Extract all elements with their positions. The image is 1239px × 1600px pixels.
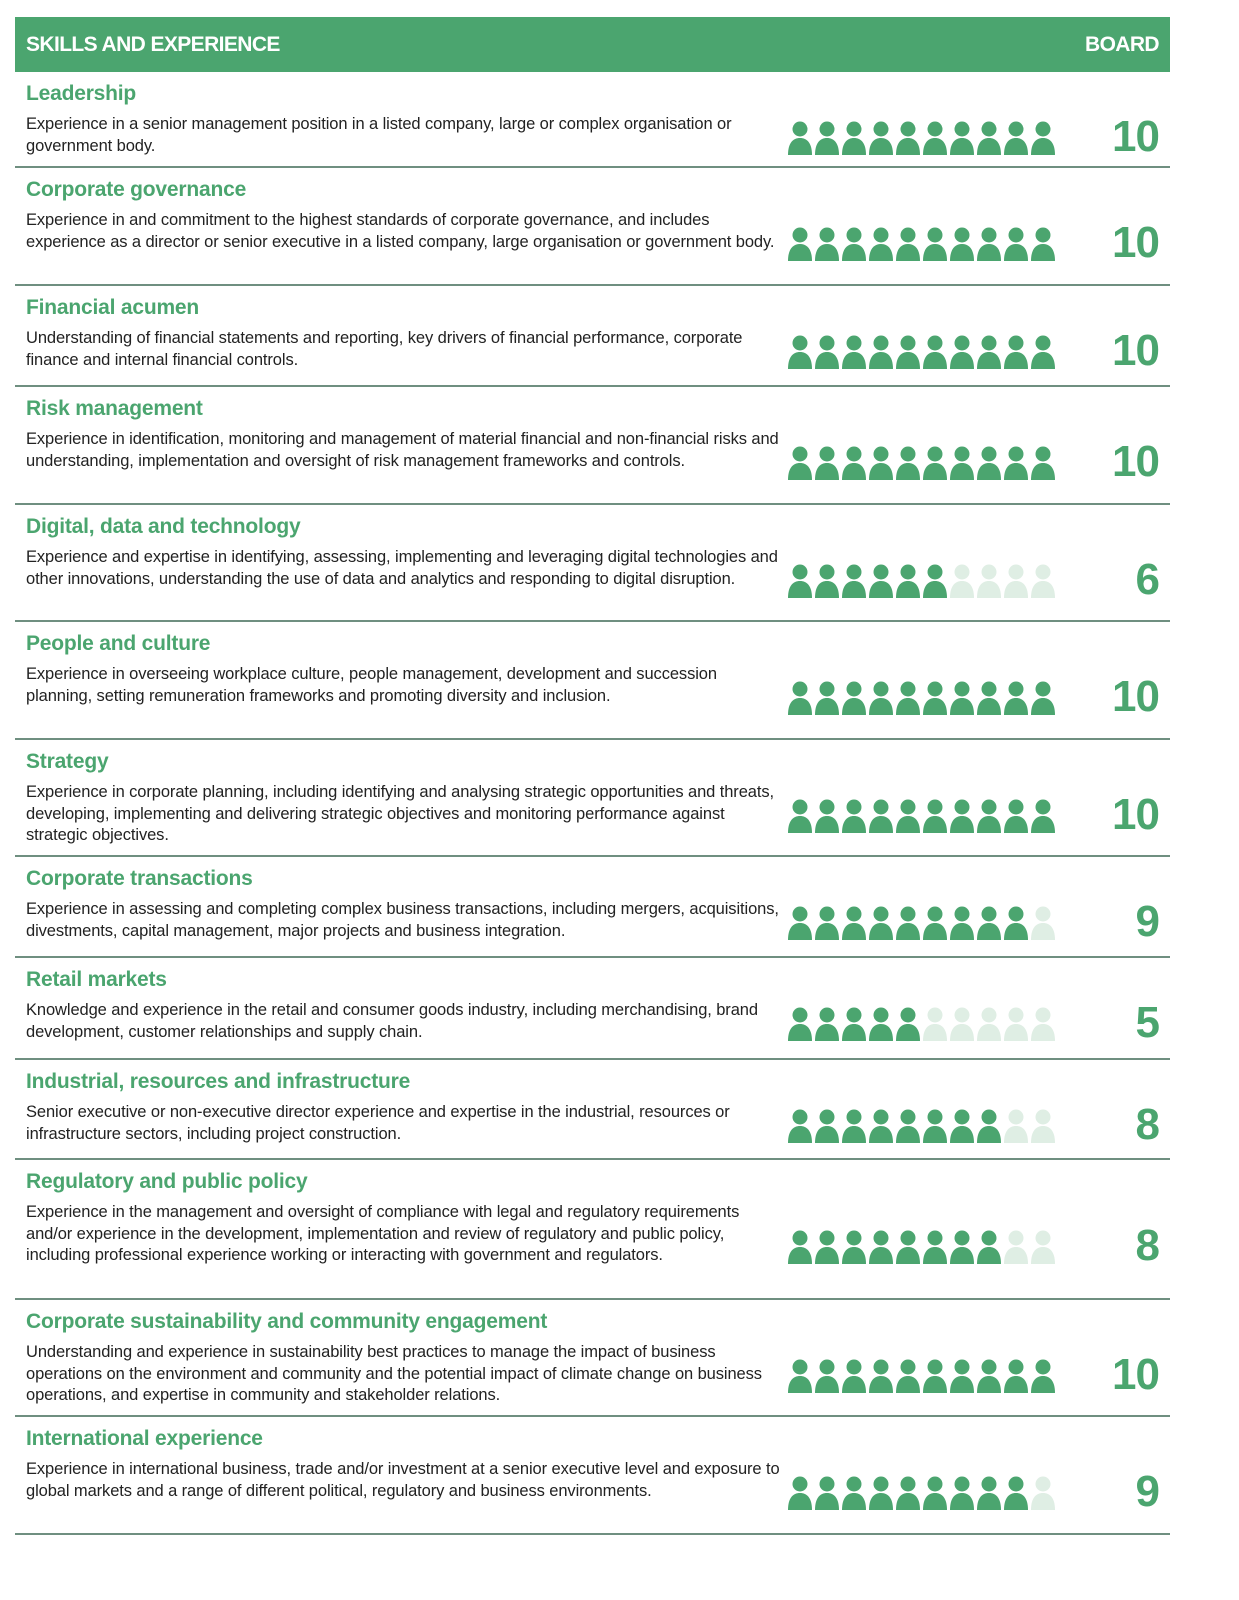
person-filled-icon (814, 446, 840, 480)
skill-title: Digital, data and technology (26, 515, 301, 538)
skill-description: Experience in and commitment to the highest standards of corporate governance, and includes experience as a director or senior executive in a listed company, large organisation or government body. (26, 211, 775, 251)
person-filled-icon (949, 335, 975, 369)
person-filled-icon (976, 1109, 1002, 1143)
person-filled-icon (922, 799, 948, 833)
skill-title: Corporate transactions (26, 867, 253, 890)
person-empty-icon (1003, 1109, 1029, 1143)
person-filled-icon (868, 681, 894, 715)
skill-row (15, 72, 1170, 168)
person-filled-icon (976, 1476, 1002, 1510)
person-filled-icon (814, 1109, 840, 1143)
person-filled-icon (949, 446, 975, 480)
person-filled-icon (895, 906, 921, 940)
person-empty-icon (976, 1007, 1002, 1041)
person-empty-icon (1030, 1007, 1056, 1041)
person-filled-icon (814, 1476, 840, 1510)
person-filled-icon (976, 906, 1002, 940)
board-count: 10 (1112, 437, 1159, 486)
skill-row (15, 857, 1170, 958)
person-filled-icon (922, 906, 948, 940)
board-member-icons (787, 906, 1056, 940)
skill-row (15, 387, 1170, 505)
person-filled-icon (841, 1109, 867, 1143)
skill-title: Strategy (26, 750, 109, 773)
person-filled-icon (787, 906, 813, 940)
board-member-icons (787, 1109, 1056, 1143)
board-count: 10 (1112, 672, 1159, 721)
person-filled-icon (787, 446, 813, 480)
person-filled-icon (895, 1359, 921, 1393)
person-filled-icon (814, 1007, 840, 1041)
person-filled-icon (976, 799, 1002, 833)
skill-row (15, 958, 1170, 1060)
skill-row (15, 1160, 1170, 1300)
person-filled-icon (895, 1109, 921, 1143)
person-filled-icon (868, 1007, 894, 1041)
skill-description: Knowledge and experience in the retail and consumer goods industry, including merchandising, brand development, customer relationships and supply chain. (26, 1001, 758, 1041)
person-filled-icon (1003, 1476, 1029, 1510)
board-count: 10 (1112, 1350, 1159, 1399)
person-filled-icon (868, 121, 894, 155)
person-empty-icon (922, 1007, 948, 1041)
person-filled-icon (787, 1109, 813, 1143)
board-member-icons (787, 121, 1056, 155)
person-filled-icon (1030, 681, 1056, 715)
header-board-label: BOARD (1085, 32, 1159, 56)
skill-row (15, 286, 1170, 387)
person-filled-icon (814, 1359, 840, 1393)
person-filled-icon (949, 799, 975, 833)
person-filled-icon (787, 1359, 813, 1393)
person-filled-icon (814, 564, 840, 598)
person-filled-icon (976, 1230, 1002, 1264)
skill-title: Financial acumen (26, 296, 200, 319)
person-empty-icon (949, 564, 975, 598)
person-filled-icon (841, 1476, 867, 1510)
skill-title: Industrial, resources and infrastructure (26, 1070, 411, 1093)
board-member-icons (787, 335, 1056, 369)
person-filled-icon (868, 906, 894, 940)
person-filled-icon (922, 681, 948, 715)
skill-row (15, 1060, 1170, 1160)
person-filled-icon (1030, 446, 1056, 480)
person-filled-icon (1003, 121, 1029, 155)
skill-title: International experience (26, 1427, 263, 1450)
person-filled-icon (841, 681, 867, 715)
person-filled-icon (868, 1476, 894, 1510)
person-filled-icon (787, 799, 813, 833)
board-count: 8 (1135, 1221, 1159, 1270)
skill-row (15, 622, 1170, 740)
person-filled-icon (814, 335, 840, 369)
person-filled-icon (949, 227, 975, 261)
person-filled-icon (814, 906, 840, 940)
person-filled-icon (841, 446, 867, 480)
person-filled-icon (787, 227, 813, 261)
person-filled-icon (1003, 1359, 1029, 1393)
header-skills-label: SKILLS AND EXPERIENCE (26, 32, 280, 56)
board-member-icons (787, 227, 1056, 261)
skill-description: Understanding and experience in sustainability best practices to manage the impact of business operations on the environment and community and the potential impact of climate change on business operations, and expertise in community and stakeholder relations. (26, 1343, 762, 1404)
table-header (15, 17, 1170, 72)
board-member-icons (787, 1476, 1056, 1510)
person-filled-icon (1003, 906, 1029, 940)
person-filled-icon (1003, 335, 1029, 369)
person-filled-icon (895, 121, 921, 155)
person-filled-icon (895, 1476, 921, 1510)
person-filled-icon (895, 1007, 921, 1041)
skill-description: Experience in corporate planning, including identifying and analysing strategic opportunities and threats, developing, implementing and delivering strategic objectives and monitoring performance against strategic objectives. (26, 783, 774, 844)
board-member-icons (787, 564, 1056, 598)
person-filled-icon (1030, 799, 1056, 833)
skill-description: Experience and expertise in identifying, assessing, implementing and leveraging digital technologies and other innovations, understanding the use of data and analytics and responding to digital disruption. (26, 548, 778, 588)
person-filled-icon (868, 446, 894, 480)
person-filled-icon (814, 227, 840, 261)
skill-description: Experience in a senior management position in a listed company, large or complex organisation or government body. (26, 115, 732, 155)
board-count: 8 (1135, 1100, 1159, 1149)
person-filled-icon (922, 1109, 948, 1143)
skill-row (15, 1300, 1170, 1417)
person-filled-icon (895, 681, 921, 715)
person-filled-icon (841, 906, 867, 940)
board-count: 5 (1135, 998, 1159, 1047)
person-filled-icon (1003, 799, 1029, 833)
person-filled-icon (787, 564, 813, 598)
person-filled-icon (841, 1359, 867, 1393)
person-empty-icon (1030, 1230, 1056, 1264)
person-filled-icon (787, 1230, 813, 1264)
person-empty-icon (1003, 564, 1029, 598)
person-filled-icon (1003, 227, 1029, 261)
person-filled-icon (976, 1359, 1002, 1393)
person-filled-icon (1030, 335, 1056, 369)
person-filled-icon (976, 446, 1002, 480)
skill-description: Experience in the management and oversight of compliance with legal and regulatory requirements and/or experience in the development, implementation and review of regulatory and public policy, including professional experience working or interacting with government and regulators. (26, 1203, 740, 1264)
skill-description: Experience in international business, trade and/or investment at a senior executive level and exposure to global markets and a range of different political, regulatory and business environments. (26, 1460, 780, 1500)
person-filled-icon (949, 681, 975, 715)
person-empty-icon (1030, 1476, 1056, 1510)
person-filled-icon (922, 1476, 948, 1510)
person-filled-icon (976, 227, 1002, 261)
person-empty-icon (949, 1007, 975, 1041)
skill-description: Experience in overseeing workplace culture, people management, development and succession planning, setting remuneration frameworks and promoting diversity and inclusion. (26, 665, 717, 705)
person-filled-icon (949, 1476, 975, 1510)
person-filled-icon (949, 1359, 975, 1393)
skill-title: Risk management (26, 397, 203, 420)
skill-row (15, 1417, 1170, 1535)
person-filled-icon (976, 335, 1002, 369)
skill-description: Senior executive or non-executive director experience and expertise in the industrial, resources or infrastructure sectors, including project construction. (26, 1103, 730, 1143)
board-member-icons (787, 1230, 1056, 1264)
skill-description: Experience in assessing and completing complex business transactions, including mergers, acquisitions, divestments, capital management, major projects and business integration. (26, 900, 779, 940)
person-filled-icon (841, 1007, 867, 1041)
board-count: 10 (1112, 326, 1159, 375)
board-count: 6 (1135, 555, 1159, 604)
person-filled-icon (949, 1230, 975, 1264)
person-empty-icon (976, 564, 1002, 598)
person-filled-icon (976, 681, 1002, 715)
person-filled-icon (949, 906, 975, 940)
board-member-icons (787, 446, 1056, 480)
person-filled-icon (1003, 446, 1029, 480)
person-filled-icon (814, 681, 840, 715)
board-count: 10 (1112, 790, 1159, 839)
board-member-icons (787, 681, 1056, 715)
person-filled-icon (1030, 1359, 1056, 1393)
person-filled-icon (787, 1007, 813, 1041)
person-filled-icon (868, 1230, 894, 1264)
person-empty-icon (1030, 564, 1056, 598)
person-filled-icon (1030, 227, 1056, 261)
person-filled-icon (922, 564, 948, 598)
person-filled-icon (922, 335, 948, 369)
person-filled-icon (922, 121, 948, 155)
skill-row (15, 740, 1170, 857)
person-filled-icon (868, 1109, 894, 1143)
person-filled-icon (841, 1230, 867, 1264)
skill-title: Regulatory and public policy (26, 1170, 308, 1193)
person-filled-icon (787, 681, 813, 715)
person-filled-icon (922, 227, 948, 261)
person-filled-icon (922, 446, 948, 480)
person-filled-icon (895, 227, 921, 261)
person-filled-icon (976, 121, 1002, 155)
person-filled-icon (895, 1230, 921, 1264)
person-filled-icon (841, 564, 867, 598)
person-empty-icon (1030, 906, 1056, 940)
board-member-icons (787, 1007, 1056, 1041)
board-count: 9 (1135, 897, 1159, 946)
skill-title: Retail markets (26, 968, 167, 991)
person-filled-icon (949, 121, 975, 155)
person-filled-icon (841, 227, 867, 261)
skill-description: Experience in identification, monitoring and management of material financial and non-financial risks and understanding, implementation and oversight of risk management frameworks and controls. (26, 430, 779, 470)
person-filled-icon (787, 335, 813, 369)
skills-matrix-table (15, 17, 1170, 1535)
board-count: 10 (1112, 112, 1159, 161)
person-filled-icon (922, 1230, 948, 1264)
person-filled-icon (814, 1230, 840, 1264)
skill-row (15, 168, 1170, 286)
person-filled-icon (949, 1109, 975, 1143)
person-filled-icon (868, 335, 894, 369)
person-filled-icon (868, 564, 894, 598)
person-filled-icon (868, 227, 894, 261)
person-filled-icon (868, 799, 894, 833)
person-filled-icon (868, 1359, 894, 1393)
person-filled-icon (895, 799, 921, 833)
skill-row (15, 505, 1170, 622)
person-filled-icon (841, 121, 867, 155)
skill-title: Corporate sustainability and community engagement (26, 1310, 548, 1333)
person-empty-icon (1003, 1230, 1029, 1264)
person-filled-icon (841, 335, 867, 369)
skill-title: Corporate governance (26, 178, 247, 201)
skill-title: People and culture (26, 632, 211, 655)
skill-description: Understanding of financial statements and reporting, key drivers of financial performance, corporate finance and internal financial controls. (26, 329, 743, 369)
person-filled-icon (787, 1476, 813, 1510)
person-empty-icon (1003, 1007, 1029, 1041)
skill-title: Leadership (26, 82, 137, 105)
board-count: 9 (1135, 1467, 1159, 1516)
person-filled-icon (814, 799, 840, 833)
person-filled-icon (922, 1359, 948, 1393)
board-member-icons (787, 799, 1056, 833)
person-filled-icon (895, 564, 921, 598)
board-count: 10 (1112, 218, 1159, 267)
board-member-icons (787, 1359, 1056, 1393)
person-filled-icon (1003, 681, 1029, 715)
person-filled-icon (787, 121, 813, 155)
person-filled-icon (1030, 121, 1056, 155)
person-filled-icon (814, 121, 840, 155)
person-filled-icon (895, 335, 921, 369)
person-filled-icon (841, 799, 867, 833)
person-filled-icon (895, 446, 921, 480)
person-empty-icon (1030, 1109, 1056, 1143)
